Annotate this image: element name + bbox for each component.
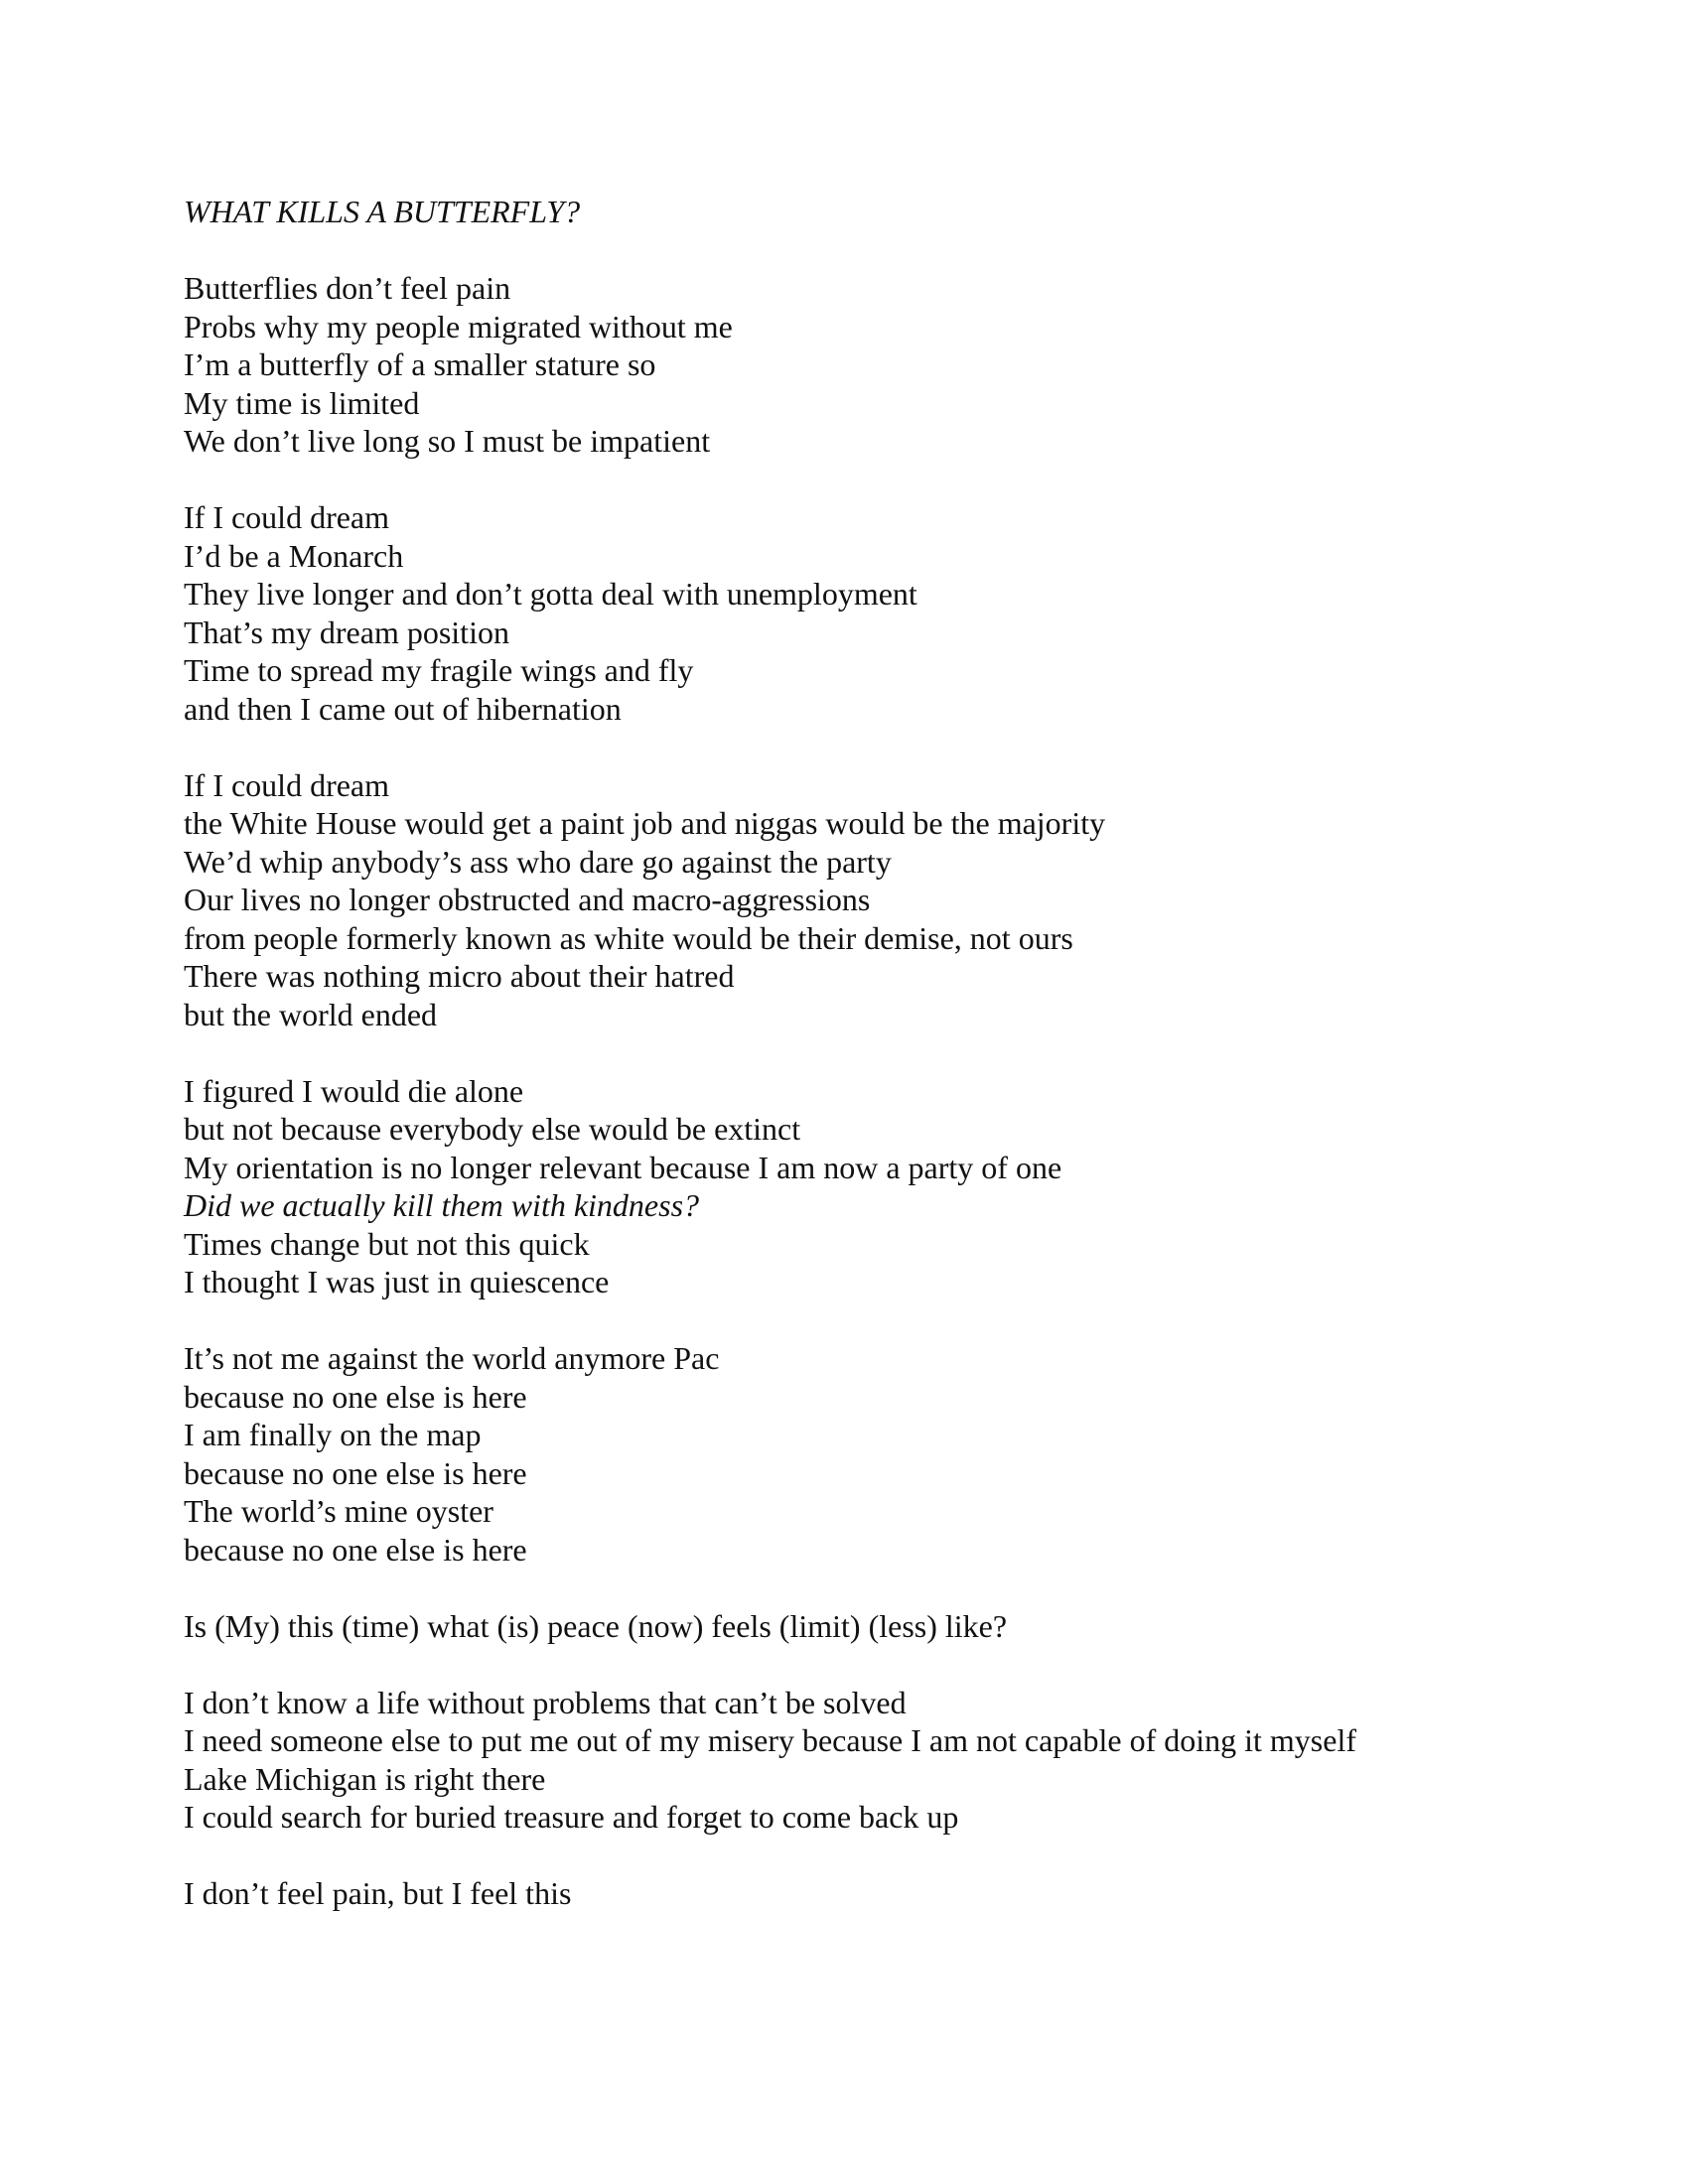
poem-line: the White House would get a paint job and niggas would be the majority bbox=[184, 805, 1106, 841]
poem-line: Time to spread my fragile wings and fly bbox=[184, 652, 694, 688]
poem-line: but the world ended bbox=[184, 996, 438, 1032]
poem-line: Lake Michigan is right there bbox=[184, 1760, 546, 1797]
poem-line: I figured I would die alone bbox=[184, 1072, 524, 1109]
stanza-4 bbox=[184, 1072, 1574, 1301]
poem-line: I don’t feel pain, but I feel this bbox=[184, 1875, 572, 1911]
poem-line: If I could dream bbox=[184, 499, 390, 535]
poem-line: I’d be a Monarch bbox=[184, 537, 404, 574]
poem-line: I don’t know a life without problems that can’t be solved bbox=[184, 1684, 907, 1720]
poem-line: It’s not me against the world anymore Pac bbox=[184, 1340, 720, 1376]
stanza-8 bbox=[184, 1874, 1574, 1913]
poem-line: We’d whip anybody’s ass who dare go against the party bbox=[184, 843, 892, 880]
poem-line: If I could dream bbox=[184, 766, 390, 803]
poem-line: I could search for buried treasure and forget to come back up bbox=[184, 1799, 959, 1835]
stanza-1 bbox=[184, 269, 1574, 461]
poem-line: because no one else is here bbox=[184, 1531, 527, 1568]
stanza-3 bbox=[184, 766, 1574, 1034]
poem-line: The world’s mine oyster bbox=[184, 1493, 493, 1529]
poem-body bbox=[184, 193, 1574, 1951]
poem-line: We don’t live long so I must be impatient bbox=[184, 423, 711, 459]
poem-title: WHAT KILLS A BUTTERFLY? bbox=[184, 194, 581, 229]
poem-line: and then I came out of hibernation bbox=[184, 690, 622, 727]
stanza-7 bbox=[184, 1684, 1574, 1837]
poem-line: from people formerly known as white would be their demise, not ours bbox=[184, 919, 1073, 956]
poem-line: Probs why my people migrated without me bbox=[184, 308, 733, 344]
poem-line: Butterflies don’t feel pain bbox=[184, 270, 511, 306]
poem-line: My time is limited bbox=[184, 384, 420, 421]
poem-line: My orientation is no longer relevant because I am now a party of one bbox=[184, 1149, 1062, 1185]
poem-line: because no one else is here bbox=[184, 1454, 527, 1491]
poem-line: I need someone else to put me out of my misery because I am not capable of doing it myself bbox=[184, 1722, 1356, 1758]
poem-line: I am finally on the map bbox=[184, 1417, 482, 1452]
poem-line: Our lives no longer obstructed and macro-aggressions bbox=[184, 882, 871, 917]
stanza-5 bbox=[184, 1339, 1574, 1569]
stanza-6 bbox=[184, 1607, 1574, 1646]
poem-line: Times change but not this quick bbox=[184, 1225, 590, 1262]
poem-line: That’s my dream position bbox=[184, 614, 509, 650]
poem-line-italic: Did we actually kill them with kindness? bbox=[184, 1187, 700, 1223]
poem-line: There was nothing micro about their hatred bbox=[184, 958, 735, 994]
poem-line: I’m a butterfly of a smaller stature so bbox=[184, 346, 656, 382]
poem-line: I thought I was just in quiescence bbox=[184, 1264, 610, 1299]
poem-line: They live longer and don’t gotta deal with unemployment bbox=[184, 576, 917, 612]
poem-line: but not because everybody else would be extinct bbox=[184, 1111, 801, 1147]
poem-line: because no one else is here bbox=[184, 1378, 527, 1415]
stanza-2 bbox=[184, 498, 1574, 728]
poem-line: Is (My) this (time) what (is) peace (now) feels (limit) (less) like? bbox=[184, 1607, 1008, 1644]
